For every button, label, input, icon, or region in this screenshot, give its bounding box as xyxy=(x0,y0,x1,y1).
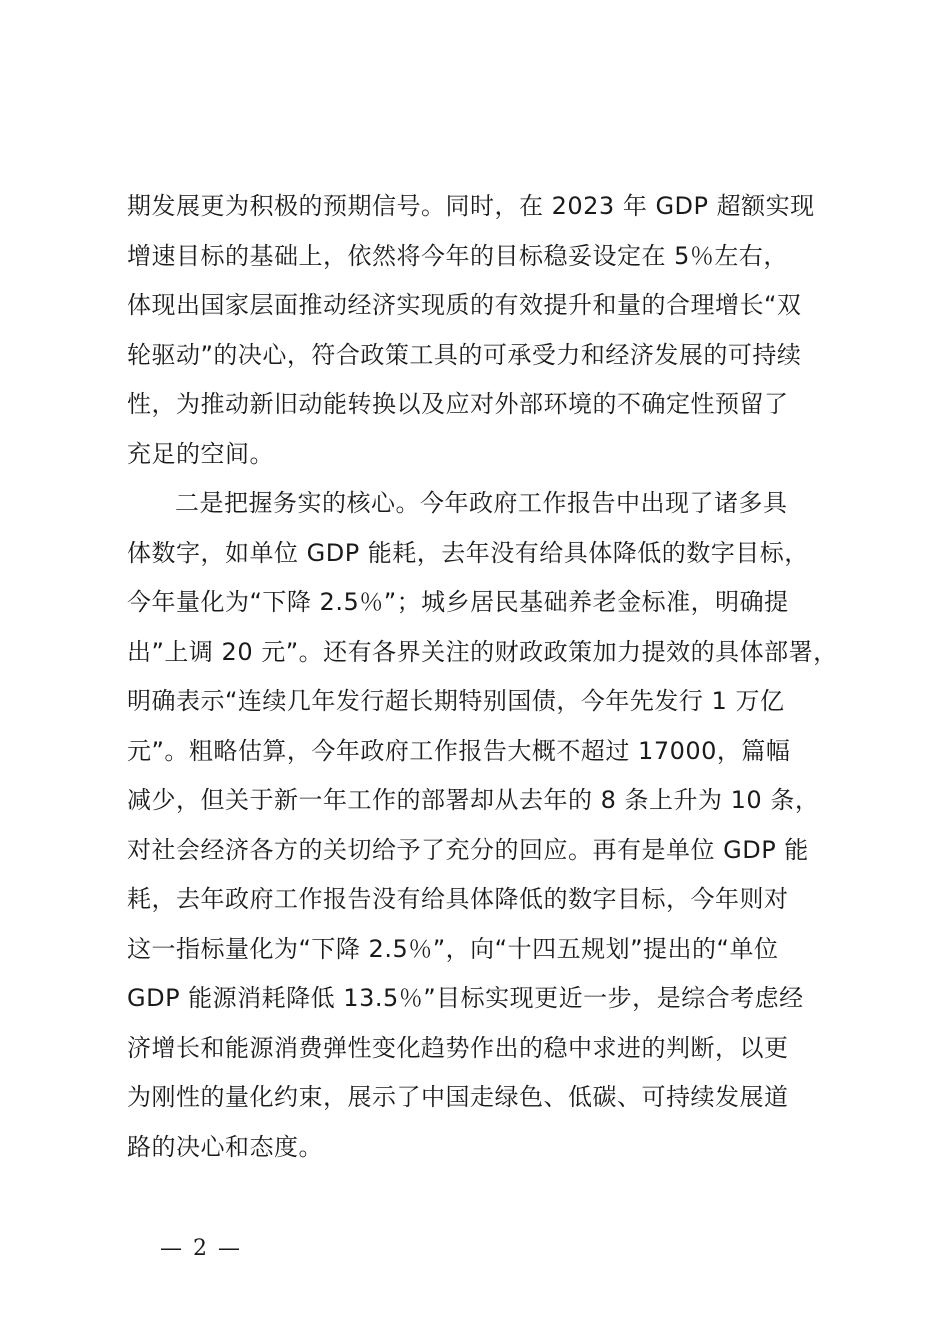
text-line: 期发展更为积极的预期信号。同时，在 2023 年 GDP 超额实现 xyxy=(127,192,815,220)
text-line: 性，为推动新旧动能转换以及应对外部环境的不确定性预留了 xyxy=(127,390,789,418)
text-line: 体数字，如单位 GDP 能耗，去年没有给具体降低的数字目标， xyxy=(127,538,809,567)
paragraph-start-line: 二是把握务实的核心。今年政府工作报告中出现了诸多具 xyxy=(175,489,788,517)
text-line: 轮驱动”的决心，符合政策工具的可承受力和经济发展的可持续 xyxy=(127,340,802,369)
text-line: 为刚性的量化约束，展示了中国走绿色、低碳、可持续发展道 xyxy=(127,1083,789,1111)
text-line: 济增长和能源消费弹性变化趋势作出的稳中求进的判断，以更 xyxy=(127,1033,789,1062)
text-line: 今年量化为“下降 2.5％”；城乡居民基础养老金标准，明确提 xyxy=(127,588,789,616)
text-line: 明确表示“连续几年发行超长期特别国债，今年先发行 1 万亿 xyxy=(127,687,785,715)
text-line: 对社会经济各方的关切给予了充分的回应。再有是单位 GDP 能 xyxy=(127,835,809,864)
text-line: 耗，去年政府工作报告没有给具体降低的数字目标，今年则对 xyxy=(127,885,789,913)
text-line: 体现出国家层面推动经济实现质的有效提升和量的合理增长“双 xyxy=(127,291,802,319)
text-line: 增速目标的基础上，依然将今年的目标稳妥设定在 5％左右， xyxy=(127,241,788,270)
body-text xyxy=(127,182,839,1172)
text-line: 充足的空间。 xyxy=(127,439,274,468)
text-line: GDP 能源消耗降低 13.5％”目标实现更近一步，是综合考虑经 xyxy=(127,984,804,1012)
text-line: 减少，但关于新一年工作的部署却从去年的 8 条上升为 10 条， xyxy=(127,786,820,814)
page-number: — 2 — xyxy=(160,1236,242,1261)
text-line: 这一指标量化为“下降 2.5％”，向“十四五规划”提出的“单位 xyxy=(127,934,779,963)
text-line: 出”上调 20 元”。还有各界关注的财政政策加力提效的具体部署， xyxy=(127,637,838,666)
text-line: 元”。粗略估算，今年政府工作报告大概不超过 17000，篇幅 xyxy=(127,736,791,765)
text-line: 路的决心和态度。 xyxy=(127,1132,323,1161)
